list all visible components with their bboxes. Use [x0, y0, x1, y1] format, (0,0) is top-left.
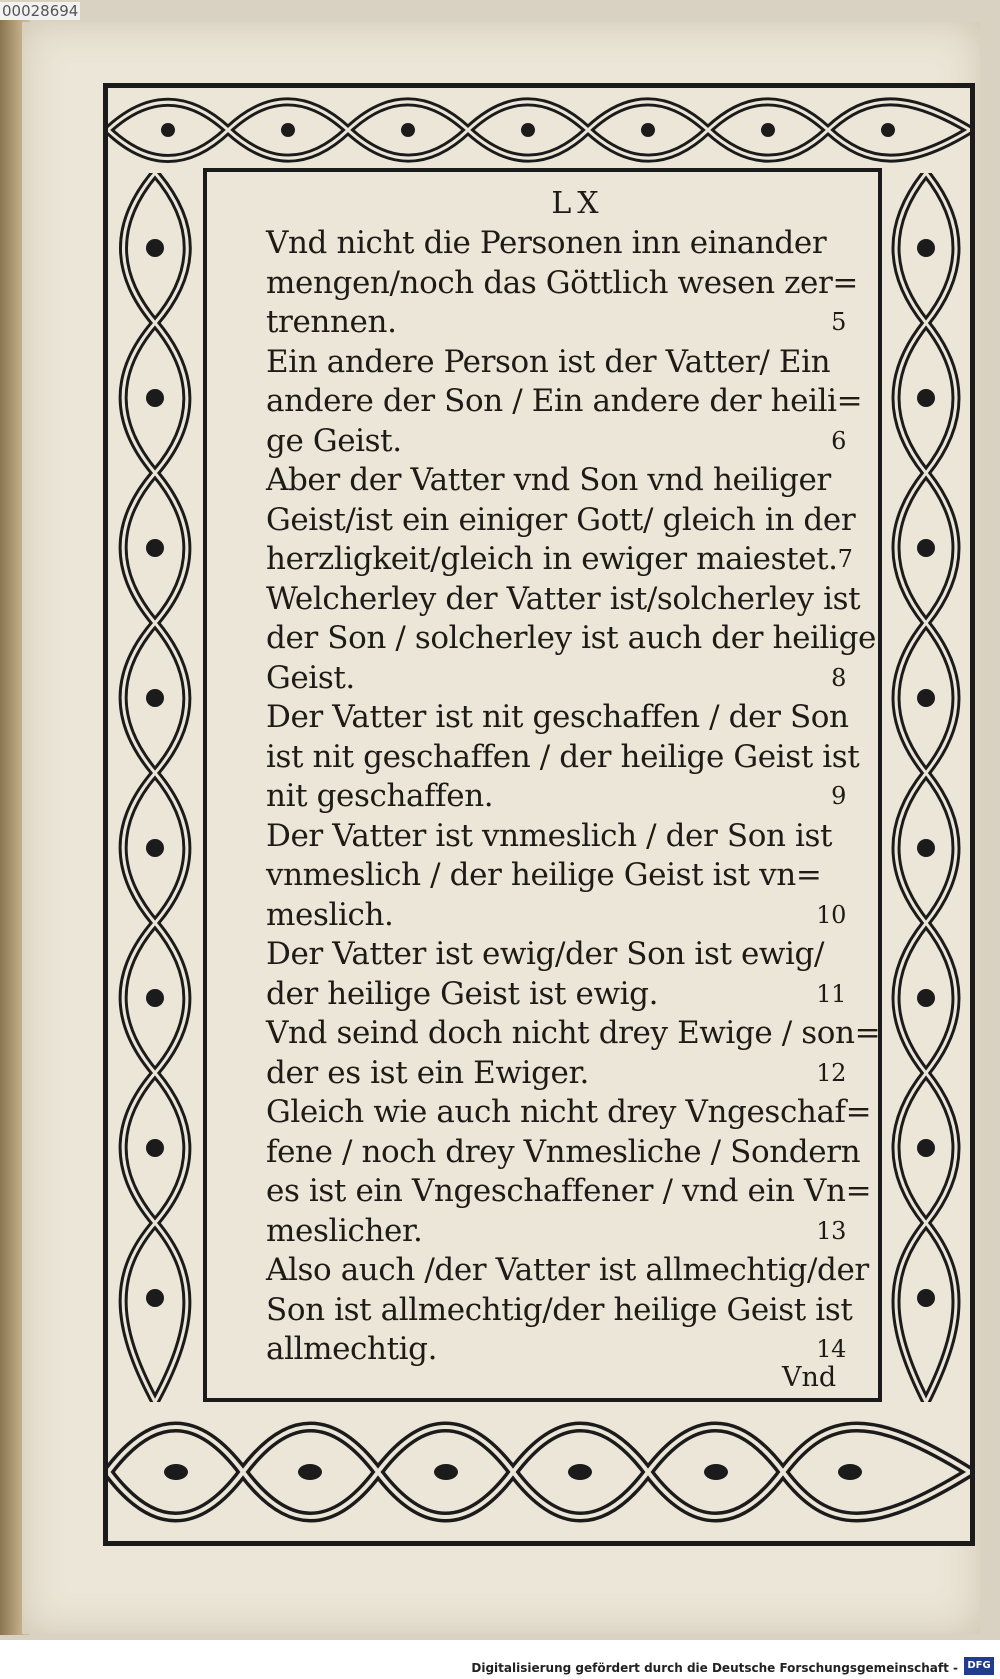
text-line	[266, 1330, 850, 1370]
verse-number	[876, 619, 880, 659]
line-text: vnmeslich / der heilige Geist ist vn=	[266, 857, 822, 893]
text-line	[266, 659, 850, 699]
text-line	[266, 1014, 881, 1054]
line-text: ge Geist.	[266, 422, 402, 459]
dfg-logo: DFG	[964, 1657, 994, 1675]
verse-number	[860, 1133, 864, 1173]
text-line	[266, 382, 863, 422]
scan-id-label: 00028694	[2, 2, 79, 20]
line-text: allmechtig.	[266, 1331, 438, 1367]
line-text: trennen.	[266, 304, 397, 340]
verse-number: 11	[816, 979, 846, 1008]
funding-credit: Digitalisierung gefördert durch die Deutsche Forschungsgemeinschaft -	[471, 1661, 958, 1675]
verse-number	[846, 461, 850, 501]
line-text: der Son / solcherley ist auch der heilige	[266, 620, 876, 656]
inner-rule-left	[203, 168, 207, 1402]
verse-number	[846, 224, 850, 264]
line-text: Gleich wie auch nicht drey Vngeschaf=	[266, 1094, 872, 1130]
text-line	[266, 1133, 861, 1173]
line-text: Ein andere Person ist der Vatter/ Ein	[266, 343, 831, 380]
text-line	[266, 1172, 872, 1212]
verse-number: 7	[837, 545, 853, 573]
verse-number	[871, 1172, 875, 1212]
verse-number	[871, 1093, 875, 1133]
line-text: Aber der Vatter vnd Son vnd heiliger	[266, 462, 831, 498]
verse-number: 8	[831, 663, 846, 692]
text-line	[266, 422, 850, 462]
text-line	[266, 1054, 850, 1094]
line-text: fene / noch drey Vnmesliche / Sondern	[266, 1133, 861, 1170]
text-line	[266, 935, 850, 975]
text-line	[266, 856, 850, 896]
verse-number	[852, 1291, 856, 1331]
verse-number: 5	[831, 308, 846, 336]
verse-number: 12	[816, 1058, 846, 1087]
line-text: Geist.	[266, 659, 355, 696]
verse-number	[846, 343, 850, 383]
text-line	[266, 224, 850, 264]
verse-number: 10	[816, 900, 846, 929]
text-line	[266, 303, 850, 343]
line-text: Der Vatter ist ewig/der Son ist ewig/	[266, 936, 825, 972]
text-line	[266, 817, 850, 857]
text-line	[266, 1093, 872, 1133]
line-text: meslich.	[266, 896, 394, 933]
line-text: der es ist ein Ewiger.	[266, 1054, 589, 1091]
text-line	[266, 343, 850, 383]
folio-number: LX	[551, 186, 605, 221]
text-line	[266, 264, 858, 304]
inner-rule-top	[203, 168, 882, 172]
text-line	[266, 896, 850, 936]
text-lines	[266, 224, 881, 1370]
verse-number	[869, 1251, 873, 1291]
line-text: ist nit geschaffen / der heilige Geist ist	[266, 738, 860, 775]
line-text: es ist ein Vngeschaffener / vnd ein Vn=	[266, 1173, 872, 1209]
line-text: Son ist allmechtig/der heilige Geist ist	[266, 1291, 853, 1328]
text-line	[266, 698, 850, 738]
verse-number	[860, 580, 864, 620]
line-text: der heilige Geist ist ewig.	[266, 975, 659, 1012]
verse-number	[846, 817, 850, 857]
verse-number	[862, 382, 866, 422]
text-line	[266, 1212, 850, 1252]
line-text: Also auch /der Vatter ist allmechtig/der	[266, 1252, 869, 1288]
verse-number	[855, 501, 859, 541]
line-text: herzligkeit/gleich in ewiger maiestet.	[266, 541, 838, 577]
text-line	[266, 619, 876, 659]
line-text: nit geschaffen.	[266, 778, 494, 814]
text-line	[266, 540, 853, 580]
verse-number: 13	[816, 1216, 846, 1245]
line-text: Der Vatter ist vnmeslich / der Son ist	[266, 817, 833, 854]
line-text: Welcherley der Vatter ist/solcherley ist	[266, 580, 861, 617]
verse-number: 9	[831, 782, 846, 810]
verse-number	[858, 264, 862, 304]
inner-rule-bottom	[203, 1398, 882, 1402]
text-line	[266, 975, 850, 1015]
text-line	[266, 1291, 853, 1331]
verse-number	[846, 856, 850, 896]
verse-number	[849, 698, 853, 738]
line-text: mengen/noch das Göttlich wesen zer=	[266, 264, 858, 301]
text-line	[266, 580, 861, 620]
page-text-block	[266, 184, 881, 1370]
text-line	[266, 1251, 869, 1291]
text-line	[266, 777, 850, 817]
verse-number: 14	[816, 1335, 846, 1363]
line-text: Vnd seind doch nicht drey Ewige / son=	[266, 1015, 881, 1051]
verse-number	[880, 1014, 884, 1054]
line-text: Geist/ist ein einiger Gott/ gleich in der	[266, 501, 856, 538]
inner-rule-right	[878, 168, 882, 1402]
line-text: Der Vatter ist nit geschaffen / der Son	[266, 699, 849, 735]
text-line	[266, 738, 860, 778]
line-text: andere der Son / Ein andere der heili=	[266, 383, 863, 419]
text-line	[266, 461, 850, 501]
verse-number	[859, 738, 863, 778]
line-text: meslicher.	[266, 1212, 423, 1249]
catchword: Vnd	[782, 1362, 837, 1393]
text-line	[266, 501, 856, 541]
verse-number: 6	[831, 426, 846, 455]
line-text: Vnd nicht die Personen inn einander	[266, 225, 827, 261]
verse-number	[846, 935, 850, 975]
